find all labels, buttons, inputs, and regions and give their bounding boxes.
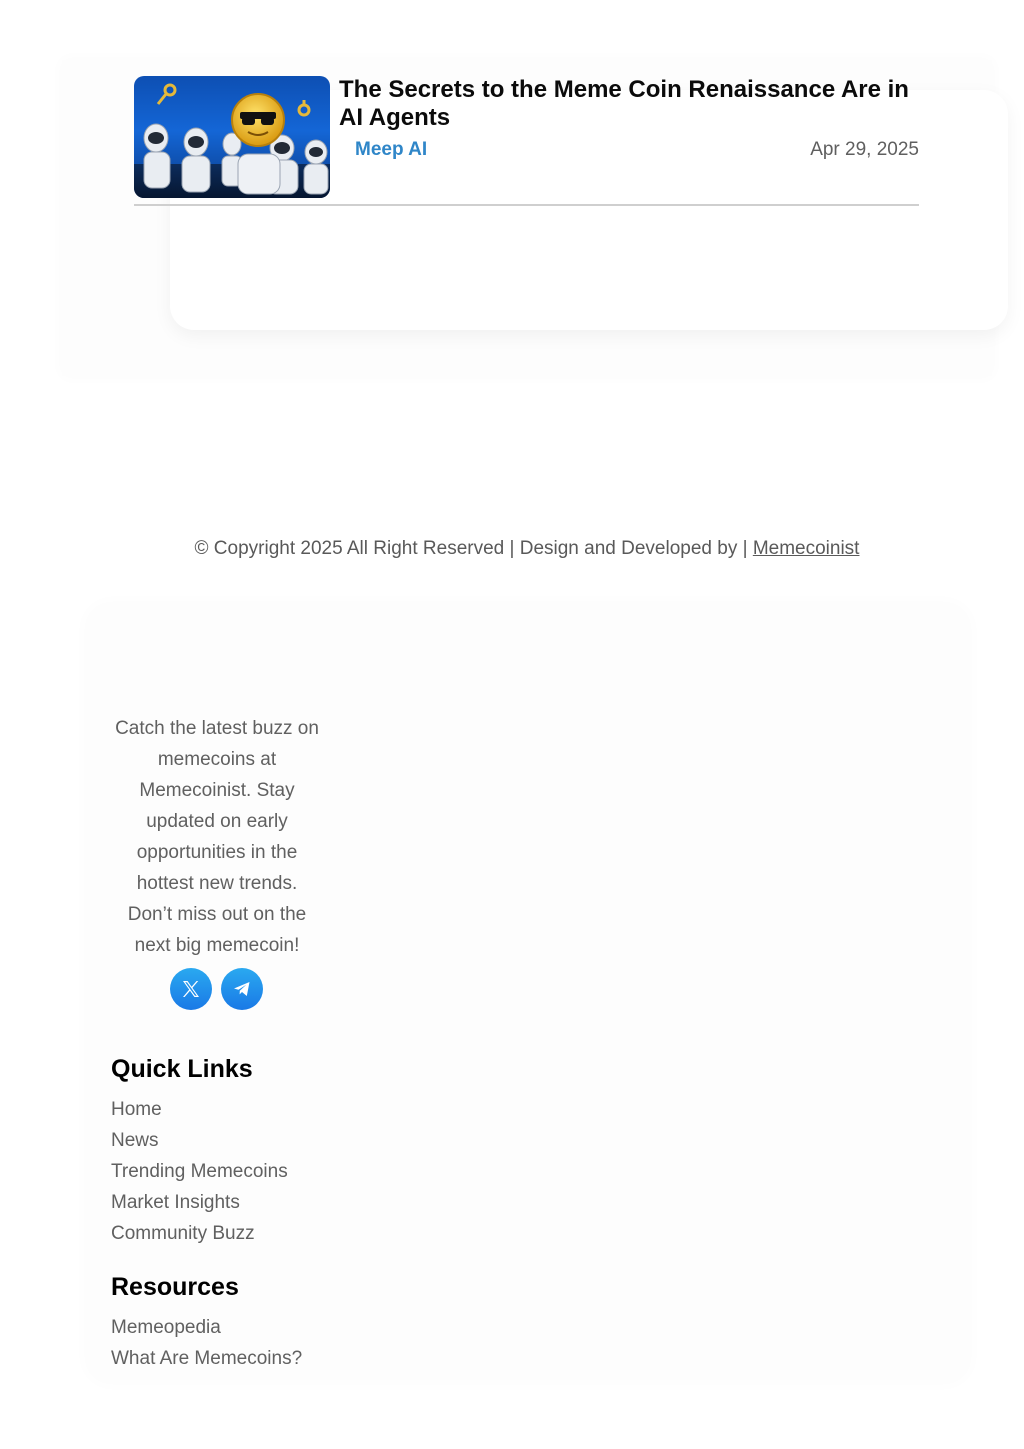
telegram-social-button[interactable]	[221, 968, 263, 1010]
news-article-item[interactable]	[134, 76, 919, 206]
article-author[interactable]: Meep AI	[355, 139, 428, 160]
article-title[interactable]: The Secrets to the Meme Coin Renaissance Are in AI Agents	[339, 76, 909, 131]
copyright-text	[0, 538, 1024, 560]
resources-list	[111, 1312, 302, 1374]
footer-link-what-are-memecoins[interactable]: What Are Memecoins?	[111, 1348, 303, 1369]
footer-link-home[interactable]: Home	[111, 1099, 162, 1120]
resources-heading: Resources	[111, 1273, 239, 1301]
x-icon	[181, 979, 201, 999]
memecoinist-link[interactable]: Memecoinist	[752, 538, 860, 559]
article-thumbnail[interactable]	[134, 76, 330, 198]
article-date: Apr 29, 2025	[810, 139, 919, 160]
footer-link-community-buzz[interactable]: Community Buzz	[111, 1223, 255, 1244]
footer-link-trending-memecoins[interactable]: Trending Memecoins	[111, 1161, 288, 1182]
x-social-button[interactable]	[170, 968, 212, 1010]
quick-links-heading: Quick Links	[111, 1055, 253, 1083]
footer-link-market-insights[interactable]: Market Insights	[111, 1192, 240, 1213]
footer-link-news[interactable]: News	[111, 1130, 159, 1151]
telegram-icon	[232, 979, 252, 999]
copyright-label: © Copyright 2025 All Right Reserved | Design and Developed by |	[194, 538, 753, 559]
footer-link-memeopedia[interactable]: Memeopedia	[111, 1317, 221, 1338]
footer-about-text: Catch the latest buzz on memecoins at Memecoinist. Stay updated on early opportunities in the hottest new trends. Don’t miss out on the next big memecoin!	[115, 718, 319, 956]
quick-links-list	[111, 1094, 288, 1249]
